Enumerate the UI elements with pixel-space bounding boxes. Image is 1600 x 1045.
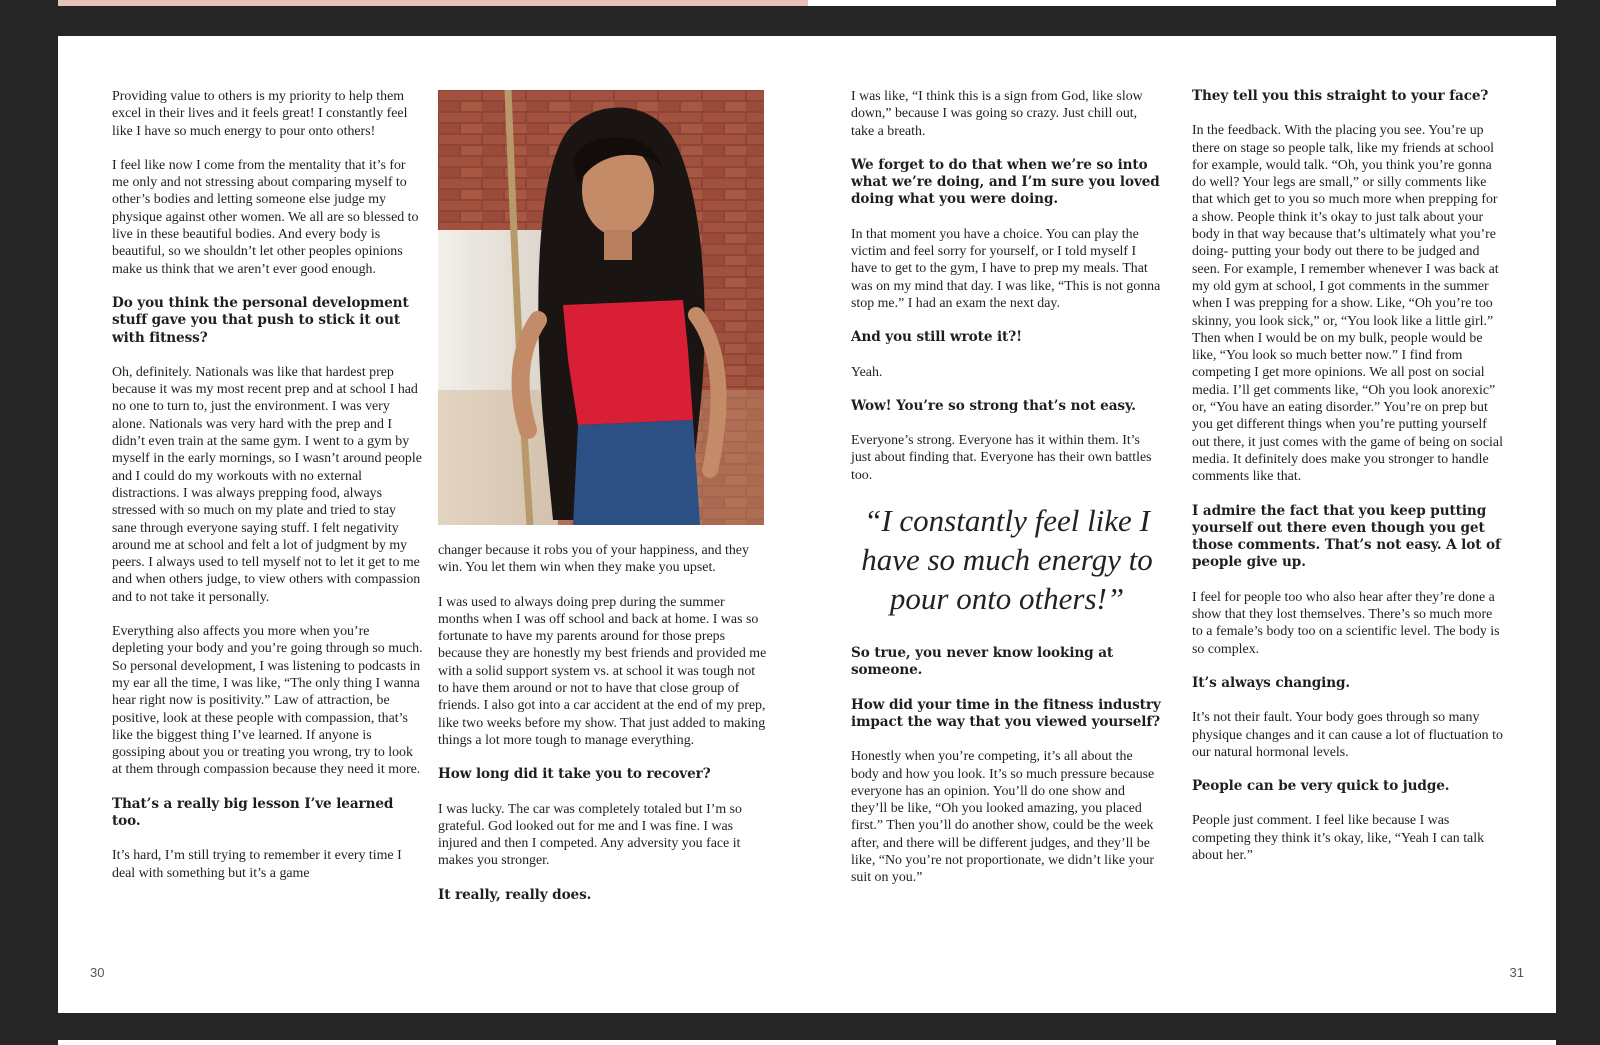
interview-question: Wow! You’re so strong that’s not easy. (851, 397, 1136, 414)
body-paragraph: Everything also affects you more when you’re depleting your body and you’re going through so much. So personal development, I was listening to podcasts in my ear all the time, I was like, “The only thing I wanna hear right now is positivity.” Law of attraction, be positive, look at these people with compassion, that’s like the biggest thing I’ve learned. If anyone is gossiping about you or treating you wrong, try to look at them through compassion because they need it more. (112, 624, 423, 778)
interview-question: And you still wrote it?! (851, 329, 1022, 346)
interview-question: They tell you this straight to your face? (1192, 88, 1489, 104)
column-2 (438, 542, 768, 921)
body-paragraph: People just comment. I feel like because I was competing they think it’s okay, like, “Yeah I can talk about her.” (1192, 813, 1485, 863)
page-number-left: 30 (90, 965, 105, 980)
body-paragraph: I feel for people too who also hear after they’re done a show that they lost themselves. There’s so much more to a female’s body too on a scientific level. The body is so complex. (1192, 589, 1500, 657)
column-3-top (851, 88, 1163, 484)
body-paragraph: I was used to always doing prep during the summer months when I was off school and back at home. I was so fortunate to have my parents around for those preps because they are honestly my best friends and provided me with a solid support system vs. at school it was tough not to have them around or not to have that close group of friends. I also got into a car accident at the end of my prep, like two weeks before my show. That just added to making things a lot more tough to manage everything. (438, 594, 767, 748)
body-paragraph: In that moment you have a choice. You can play the victim and feel sorry for yourself, or I told myself I have to get to the gym, I have to prep my meals. That was on my mind that day. I was like, “This is not gonna stop me.” I had an exam the next day. (851, 226, 1161, 311)
interview-question: That’s a really big lesson I’ve learned too. (112, 795, 394, 829)
column-3 (851, 88, 1163, 904)
bottom-page-edge (58, 1040, 1556, 1045)
body-paragraph: I was lucky. The car was completely totaled but I’m so grateful. God looked out for me and I was fine. I was injured and then I competed. Any adversity you face it makes you stronger. (438, 801, 742, 869)
top-page-edge (808, 0, 1556, 6)
body-paragraph: It’s not their fault. Your body goes through so many physique changes and it can cause a lot of fluctuation to our natural hormonal levels. (1192, 710, 1503, 760)
body-paragraph: I feel like now I come from the mentality that it’s for me only and not stressing about comparing myself to other’s bodies and letting someone else judge my physique against other women. We all are so blessed to live in these beautiful bodies. And every body is beautiful, so we shouldn’t let other peoples opinions make us think that we aren’t ever good enough. (112, 157, 419, 277)
interview-question: It really, really does. (438, 886, 592, 903)
column-1 (112, 88, 424, 899)
column-3-bottom (851, 645, 1163, 887)
body-paragraph: It’s hard, I’m still trying to remember it every time I deal with something but it’s a game (112, 848, 402, 881)
interview-question: I admire the fact that you keep putting yourself out there even though you get those comments. That’s not easy. A lot of people give up. (1192, 502, 1501, 571)
body-paragraph: Providing value to others is my priority to help them excel in their lives and it feels great! I constantly feel like I have so much energy to pour onto others! (112, 89, 408, 139)
top-accent-bar (58, 0, 808, 6)
interview-question: We forget to do that when we’re so into what we’re doing, and I’m sure you loved doing what you were doing. (851, 156, 1160, 208)
body-paragraph: Honestly when you’re competing, it’s all about the body and how you look. It’s so much pressure because everyone has an opinion. You’ll do one show and they’ll be like, “Oh you looked amazing, you placed first.” Then you’ll do another show, could be the week after, and there will be different judges, and they’ll be like, “No you’re not proportionate, we didn’t like your suit on you.” (851, 749, 1155, 886)
interview-question: Do you think the personal development stuff gave you that push to stick it out with fitness? (112, 294, 409, 346)
interview-question: How long did it take you to recover? (438, 766, 711, 783)
body-paragraph: Yeah. (851, 364, 883, 380)
interview-question: How did your time in the fitness industry impact the way that you viewed yourself? (851, 696, 1161, 730)
body-paragraph: Everyone’s strong. Everyone has it within them. It’s just about finding that. Everyone has their own battles too. (851, 433, 1152, 483)
body-paragraph: Oh, definitely. Nationals was like that hardest prep because it was my most recent prep and at school I had no one to turn to, just the environment. I was very alone. Nationals was very hard with the prep and I didn’t even train at the same gym. I went to a gym by myself in the early mornings, so I wasn’t around people and I could do my workouts with no external distractions. I was always prepping food, always stressed with so much on my plate and tried to stay sane through everyone saying stuff. I felt negativity around me at school and felt a lot of judgment by my peers. I always used to tell myself not to let it get to me and when others judge, to view others with compassion and to not take it personally. (112, 364, 422, 605)
pull-quote: “I constantly feel like I have so much energy to pour onto others!” (861, 503, 1153, 617)
body-paragraph: In the feedback. With the placing you see. You’re up there on stage so people talk, like my friends at school for example, would talk. “Oh, you think you’re gonna do well? Your legs are small,” or silly comments like that which get to you so much more when prepping for a show. People think it’s okay to just talk about your body in that way because that’s ultimately what you’re doing- putting your body out there to be judged and seen. For example, I remember whenever I was back at my old gym at school, I got comments in the summer when I was prepping for a show. Like, “Oh you’re too skinny, you look sick,” or, “You look like a little girl.” Then when I would be on my bulk, people would be like, “You look so much better now.” I find from competing I get more opinions. We all post on social media. I’ll get comments like, “Oh you look anorexic” or, “You have an eating disorder.” You’re on prep but you get different things when you’re putting yourself out there, it just comes with the game of being on social media. It definitely does make you stronger to handle comments like that. (1192, 123, 1503, 485)
portrait-photo (438, 90, 764, 525)
magazine-spread (58, 36, 1556, 1013)
body-paragraph: I was like, “I think this is a sign from God, like slow down,” because I was going so crazy. Just chill out, take a breath. (851, 89, 1143, 139)
body-paragraph: changer because it robs you of your happiness, and they win. You let them win when they make you upset. (438, 543, 749, 576)
column-4 (1192, 88, 1504, 881)
page-number-right: 31 (1509, 965, 1524, 980)
interview-question: So true, you never know looking at someone. (851, 645, 1114, 679)
interview-question: It’s always changing. (1192, 674, 1351, 691)
interview-question: People can be very quick to judge. (1192, 778, 1450, 795)
portrait-illustration (438, 90, 764, 525)
